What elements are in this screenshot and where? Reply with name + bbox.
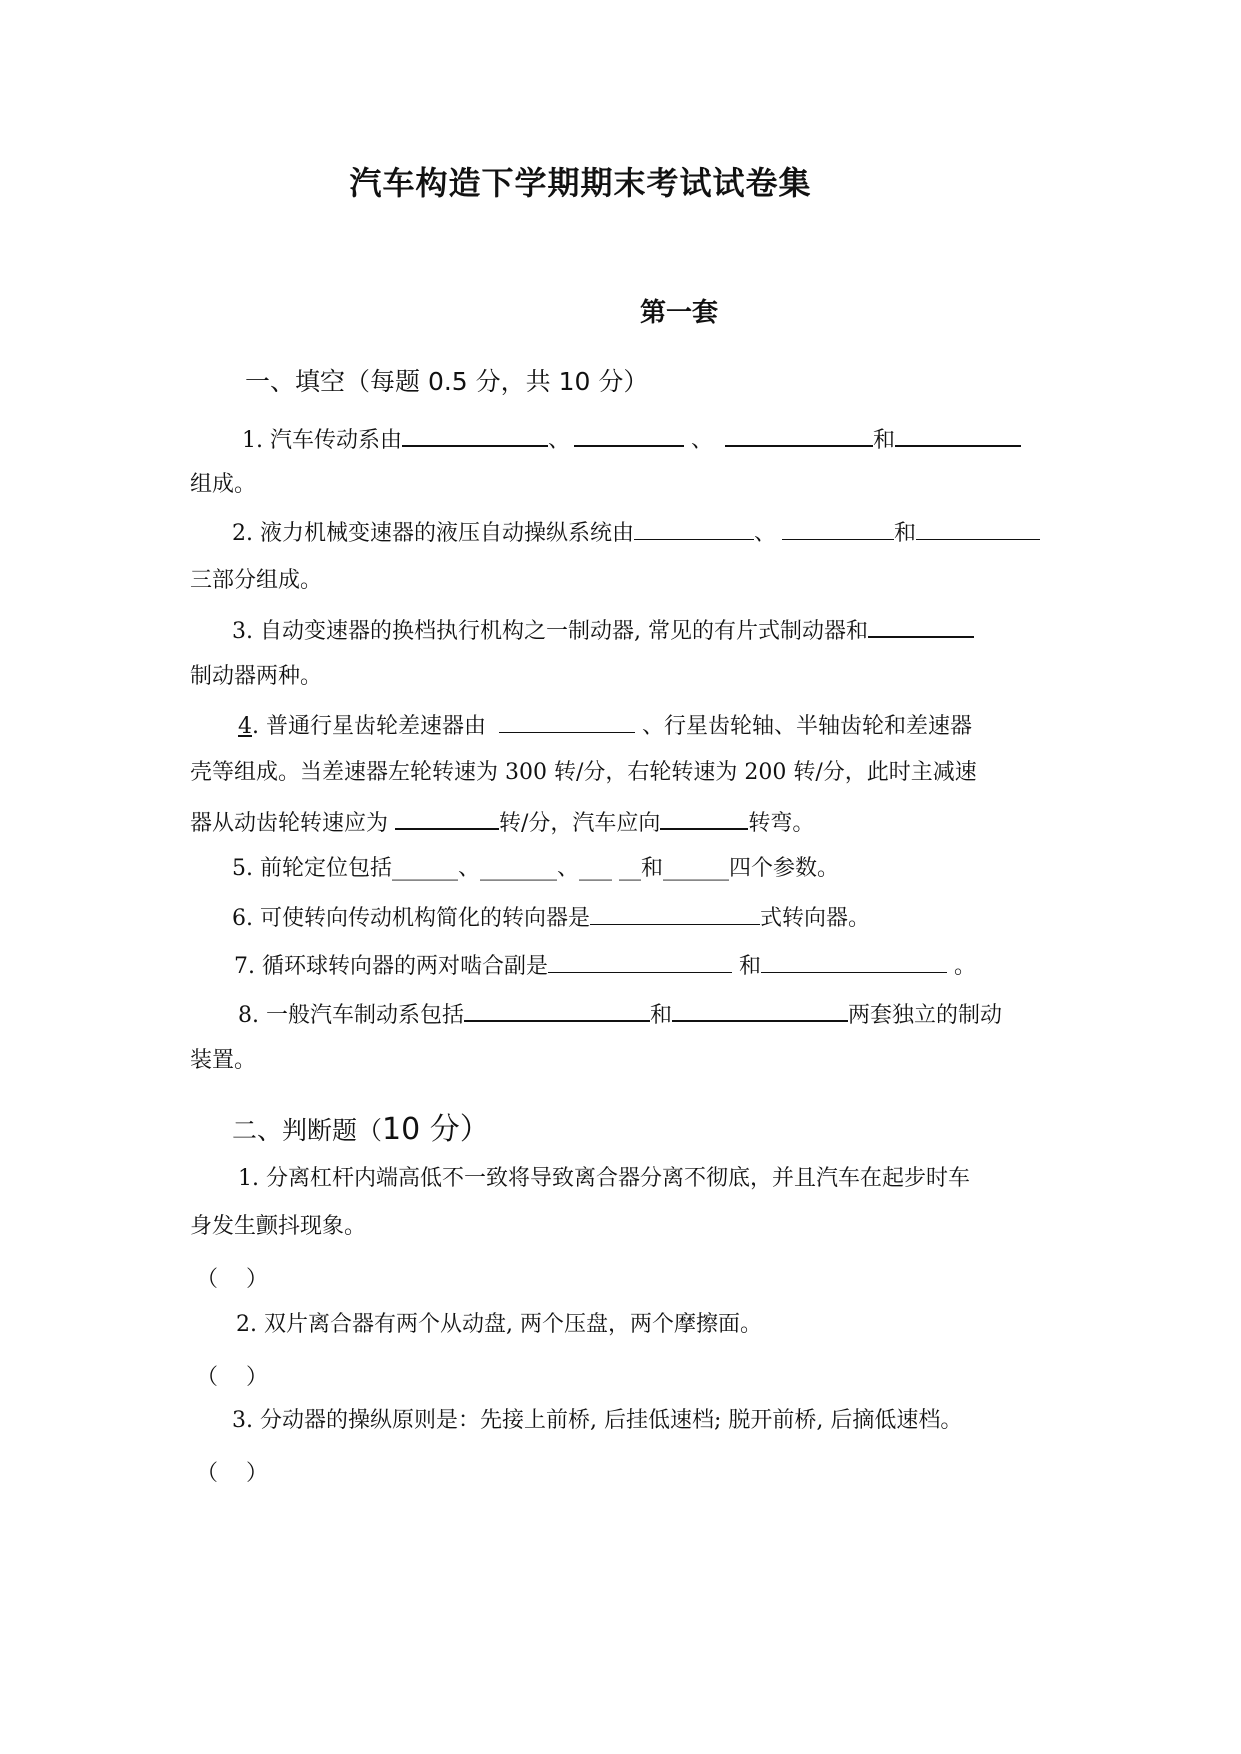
judge-question-1: 1. 分离杠杆内端高低不一致将导致离合器分离不彻底，并且汽车在起步时车 — [238, 1166, 970, 1191]
judge-question-3: 3. 分动器的操纵原则是：先接上前桥, 后挂低速档; 脱开前桥, 后摘低速档。 — [232, 1408, 963, 1433]
fill-question-7 — [234, 950, 976, 982]
fill-question-6 — [232, 902, 870, 934]
q7-sep: 和 — [731, 954, 761, 979]
q3-continuation: 制动器两种。 — [190, 664, 323, 689]
q2-text: 2. 液力机械变速器的液压自动操纵系统由 — [232, 521, 634, 546]
q4-line-2: 壳等组成。当差速器左轮转速为 300 转/分，右轮转速为 200 转/分，此时主减速 — [190, 760, 977, 785]
q4-number: 4 — [238, 714, 252, 739]
q3-text: 3. 自动变速器的换档执行机构之一制动器, 常见的有片式制动器和 — [232, 619, 868, 644]
q1-blank-1[interactable] — [402, 423, 548, 447]
section1-heading: 一、填空（每题 0.5 分，共 10 分） — [245, 367, 649, 396]
q4-text: . 普通行星齿轮差速器由 — [252, 714, 493, 739]
q7-blank-2[interactable] — [761, 950, 947, 973]
q4-blank-1[interactable] — [499, 710, 635, 733]
q2-blank-2[interactable] — [782, 517, 894, 540]
q7-blank-1[interactable] — [548, 950, 732, 973]
section2-heading — [232, 1104, 490, 1148]
fill-question-5: 5. 前轮定位包括______、_______、___ __和______四个参数。 — [232, 856, 839, 881]
document-title: 汽车构造下学期期末考试试卷集 — [349, 164, 812, 202]
q1-text: 1. 汽车传动系由 — [242, 428, 402, 453]
q1-sep-3: 和 — [873, 428, 896, 453]
q1-sep-1: 、 — [547, 428, 570, 453]
q2-sep-2: 和 — [894, 521, 917, 546]
fill-question-1 — [242, 423, 1021, 456]
q1-blank-4[interactable] — [895, 423, 1021, 447]
q6-blank-1[interactable] — [590, 902, 760, 925]
q4-blank-3[interactable] — [660, 806, 748, 830]
q2-sep-1: 、 — [754, 521, 777, 546]
q8-text: 8. 一般汽车制动系包括 — [238, 1003, 464, 1028]
q4-text-5: 转弯。 — [748, 811, 815, 836]
q7-end: 。 — [946, 954, 976, 979]
set-title: 第一套 — [640, 298, 719, 328]
q6-text: 6. 可使转向传动机构简化的转向器是 — [232, 906, 590, 931]
q2-continuation: 三部分组成。 — [190, 568, 323, 593]
q6-text-2: 式转向器。 — [760, 906, 871, 931]
q8-sep: 和 — [649, 1003, 672, 1028]
q1-blank-3[interactable] — [725, 423, 873, 447]
q4-text-2: 、行星齿轮轴、半轴齿轮和差速器 — [634, 714, 972, 739]
fill-question-8 — [238, 998, 1002, 1031]
section2-heading-suffix: 分） — [420, 1112, 490, 1147]
answer-paren-3[interactable]: （ ） — [196, 1461, 268, 1486]
fill-question-2 — [232, 517, 1040, 549]
judge-question-2: 2. 双片离合器有两个从动盘, 两个压盘，两个摩擦面。 — [236, 1312, 762, 1337]
fill-question-4 — [238, 710, 972, 742]
q8-text-2: 两套独立的制动 — [848, 1003, 1003, 1028]
q8-continuation: 装置。 — [190, 1048, 257, 1073]
section2-heading-prefix: 二、判断题（ — [232, 1116, 383, 1145]
q3-blank-1[interactable] — [868, 614, 974, 638]
section2-heading-points: 10 — [382, 1112, 421, 1147]
q2-blank-3[interactable] — [916, 517, 1040, 540]
fill-question-3 — [232, 614, 974, 647]
q7-text: 7. 循环球转向器的两对啮合副是 — [234, 954, 548, 979]
q1-sep-2: 、 — [684, 428, 713, 453]
q4-line-3 — [190, 806, 814, 839]
q1-continuation: 组成。 — [190, 472, 257, 497]
q8-blank-2[interactable] — [672, 998, 848, 1022]
q4-text-3: 器从动齿轮转速应为 — [190, 811, 395, 836]
answer-paren-1[interactable]: （ ） — [196, 1267, 268, 1292]
q4-blank-2[interactable] — [395, 806, 499, 830]
q2-blank-1[interactable] — [634, 517, 754, 540]
answer-paren-2[interactable]: （ ） — [196, 1365, 268, 1390]
judge-question-1-continuation: 身发生颤抖现象。 — [190, 1214, 367, 1239]
q4-text-4: 转/分，汽车应向 — [499, 811, 661, 836]
q8-blank-1[interactable] — [464, 998, 650, 1022]
q1-blank-2[interactable] — [574, 423, 684, 447]
